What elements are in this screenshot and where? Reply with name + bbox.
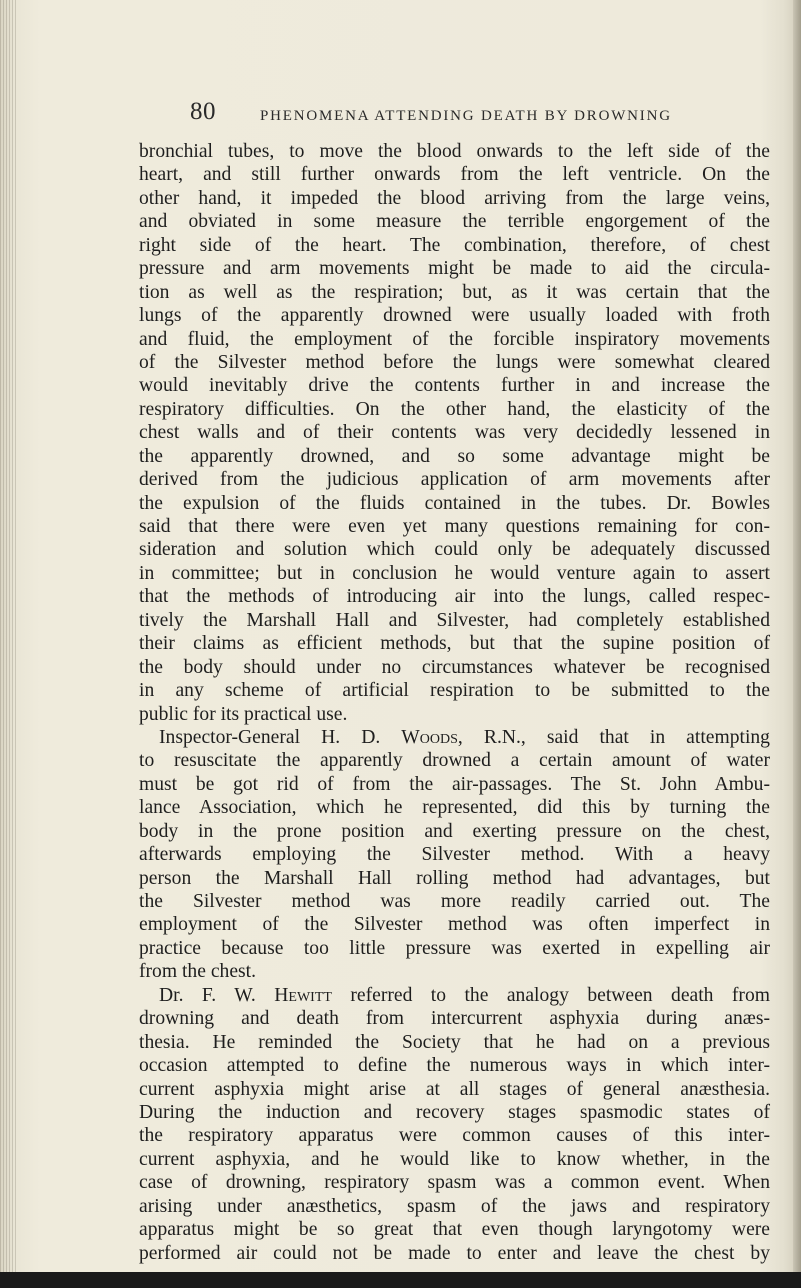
text-line: right side of the heart. The combination, therefore, of chest [139, 234, 770, 256]
text-line: and obviated in some measure the terrible engorgement of the [139, 211, 770, 233]
text-line: case of drowning, respiratory spasm was a common event. When [139, 1172, 770, 1194]
text-line: pressure and arm movements might be made to aid the circula- [139, 258, 770, 280]
text-line: lance Association, which he represented, did this by turning the [139, 797, 770, 819]
text-line: the apparently drowned, and so some advantage might be [139, 445, 770, 467]
text-line: the respiratory apparatus were common causes of this inter- [139, 1125, 770, 1147]
text-line: the expulsion of the fluids contained in the tubes. Dr. Bowles [139, 492, 770, 514]
page-edge-shadow [793, 0, 801, 1288]
text-line: and fluid, the employment of the forcible inspiratory movements [139, 328, 770, 350]
text-line: their claims as efficient methods, but that the supine position of [139, 633, 770, 655]
text-line: public for its practical use. [139, 703, 348, 725]
text-line: afterwards employing the Silvester method. With a heavy [139, 844, 770, 866]
speaker-title: Inspector-General H. D. [159, 726, 402, 748]
speaker-name: Hewitt [274, 984, 332, 1006]
page-number: 80 [190, 98, 216, 125]
text-line: tion as well as the respiration; but, as it was certain that the [139, 281, 770, 303]
speaker-title: Dr. F. W. [159, 984, 275, 1006]
paragraph [139, 140, 770, 726]
text-line: employment of the Silvester method was often imperfect in [139, 914, 770, 936]
paragraph [139, 984, 770, 1265]
text-fragment: , R.N., said that in attempting [457, 726, 770, 748]
text-line: current asphyxia, and he would like to know whether, in the [139, 1148, 770, 1170]
text-line: thesia. He reminded the Society that he had on a previous [139, 1031, 770, 1053]
text-line: would inevitably drive the contents further in and increase the [139, 375, 770, 397]
text-line: current asphyxia might arise at all stages of general anæsthesia. [139, 1078, 770, 1100]
page-header [190, 98, 790, 132]
text-line [139, 984, 770, 1007]
text-line: respiratory difficulties. On the other hand, the elasticity of the [139, 398, 770, 420]
text-line: performed air could not be made to enter and leave the chest by [139, 1242, 770, 1264]
text-line: apparatus might be so great that even though laryngotomy were [139, 1219, 770, 1241]
text-line: in committee; but in conclusion he would venture again to assert [139, 562, 770, 584]
text-line: must be got rid of from the air-passages. The St. John Ambu- [139, 773, 770, 795]
text-fragment: referred to the analogy between death from [331, 984, 770, 1006]
text-line: derived from the judicious application of arm movements after [139, 469, 770, 491]
text-line: heart, and still further onwards from the left ventricle. On the [139, 164, 770, 186]
paragraph [139, 726, 770, 984]
text-line: said that there were even yet many questions remaining for con- [139, 516, 770, 537]
text-line: that the methods of introducing air into the lungs, called respec- [139, 586, 770, 608]
text-line: to resuscitate the apparently drowned a certain amount of water [139, 750, 770, 772]
text-line: arising under anæsthetics, spasm of the jaws and respiratory [139, 1195, 770, 1217]
text-line: body in the prone position and exerting pressure on the chest, [139, 820, 770, 842]
text-line: other hand, it impeded the blood arriving from the large veins, [139, 187, 770, 209]
text-line: tively the Marshall Hall and Silvester, had completely established [139, 609, 770, 631]
body-text [139, 140, 770, 1265]
text-line [139, 726, 770, 749]
text-line: the Silvester method was more readily carried out. The [139, 891, 770, 912]
speaker-name: Woods [401, 726, 458, 748]
text-line: drowning and death from intercurrent asphyxia during anæs- [139, 1008, 770, 1030]
binding-gutter [0, 0, 16, 1288]
text-line: the body should under no circumstances whatever be recognised [139, 656, 770, 678]
text-line: person the Marshall Hall rolling method had advantages, but [139, 867, 770, 889]
text-line: practice because too little pressure was exerted in expelling air [139, 937, 770, 959]
text-line: occasion attempted to define the numerous ways in which inter- [139, 1055, 770, 1077]
text-line: of the Silvester method before the lungs were somewhat cleared [139, 351, 770, 373]
text-line: bronchial tubes, to move the blood onwards to the left side of the [139, 141, 770, 162]
running-head: PHENOMENA ATTENDING DEATH BY DROWNING [260, 108, 672, 124]
text-line: lungs of the apparently drowned were usually loaded with froth [139, 305, 770, 327]
text-line: from the chest. [139, 961, 256, 983]
text-line: During the induction and recovery stages spasmodic states of [139, 1101, 770, 1123]
bottom-edge-band [0, 1272, 801, 1288]
text-line: in any scheme of artificial respiration to be submitted to the [139, 680, 770, 702]
text-line: chest walls and of their contents was very decidedly lessened in [139, 422, 770, 444]
text-line: sideration and solution which could only be adequately discussed [139, 539, 770, 561]
